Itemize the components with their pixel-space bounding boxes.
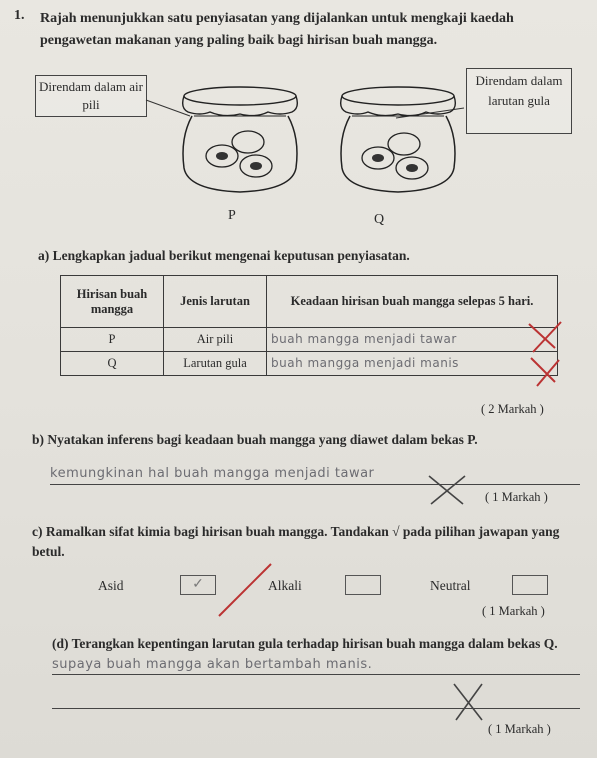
question-number: 1. — [14, 8, 25, 23]
part-d-answer[interactable]: supaya buah mangga akan bertambah manis. — [52, 657, 373, 672]
table-row — [61, 352, 558, 376]
option-alkali-label: Alkali — [268, 578, 302, 593]
part-b-question: b) Nyatakan inferens bagi keadaan buah mangga yang diawet dalam bekas P. — [32, 432, 478, 447]
jar-q-drawing — [341, 87, 456, 192]
results-table — [60, 275, 558, 376]
header-condition: Keadaan hirisan buah mangga selepas 5 hari. — [267, 276, 558, 328]
part-b-answer-line — [50, 484, 580, 485]
row-p-answer: buah mangga menjadi tawar — [271, 332, 457, 346]
part-d-marks: ( 1 Markah ) — [488, 722, 551, 736]
label-right-box: Direndam dalam larutan gula — [466, 68, 572, 134]
part-c-marks: ( 1 Markah ) — [482, 604, 545, 618]
part-b-marks: ( 1 Markah ) — [485, 490, 548, 504]
row-q-fruit: Q — [61, 352, 164, 376]
table-row — [61, 328, 558, 352]
header-solution: Jenis larutan — [164, 276, 267, 328]
table-header-row — [61, 276, 558, 328]
part-b-answer[interactable]: kemungkinan hal buah mangga menjadi tawar — [50, 466, 375, 481]
row-q-solution: Larutan gula — [164, 352, 267, 376]
part-d-question: (d) Terangkan kepentingan larutan gula terhadap hirisan buah mangga dalam bekas Q. — [52, 636, 558, 651]
part-a-question: a) Lengkapkan jadual berikut mengenai keputusan penyiasatan. — [38, 248, 410, 263]
option-asid-checkbox[interactable]: ✓ — [180, 575, 216, 595]
jar-p-label: P — [228, 208, 236, 223]
cross-mark-b-icon — [425, 472, 469, 508]
cross-mark-d-icon — [448, 680, 488, 724]
row-p-fruit: P — [61, 328, 164, 352]
slash-mark-icon — [215, 560, 275, 620]
jars-illustration — [140, 78, 470, 208]
question-text: Rajah menunjukkan satu penyiasatan yang dijalankan untuk mengkaji kaedah pengawetan makanan yang paling baik bagi hirisan buah mangga. — [40, 11, 514, 48]
row-q-answer-cell[interactable] — [267, 352, 558, 376]
part-c-question: c) Ramalkan sifat kimia bagi hirisan buah mangga. Tandakan √ pada pilihan jawapan yang betul. — [32, 524, 560, 559]
row-p-answer-cell[interactable] — [267, 328, 558, 352]
option-neutral-checkbox[interactable] — [512, 575, 548, 595]
jar-q-label: Q — [374, 212, 385, 227]
label-left-box: Direndam dalam air pili — [35, 75, 147, 117]
row-p-solution: Air pili — [164, 328, 267, 352]
header-fruit: Hirisan buah mangga — [61, 276, 164, 328]
part-d-answer-line-2 — [52, 708, 580, 709]
option-alkali-checkbox[interactable] — [345, 575, 381, 595]
option-neutral-label: Neutral — [430, 578, 471, 593]
part-a-marks: ( 2 Markah ) — [481, 402, 544, 416]
cross-mark-icon — [525, 318, 565, 388]
row-q-answer: buah mangga menjadi manis — [271, 356, 459, 370]
option-asid-label: Asid — [98, 578, 124, 593]
jar-p-drawing — [183, 87, 298, 192]
part-d-answer-line-1 — [52, 674, 580, 675]
